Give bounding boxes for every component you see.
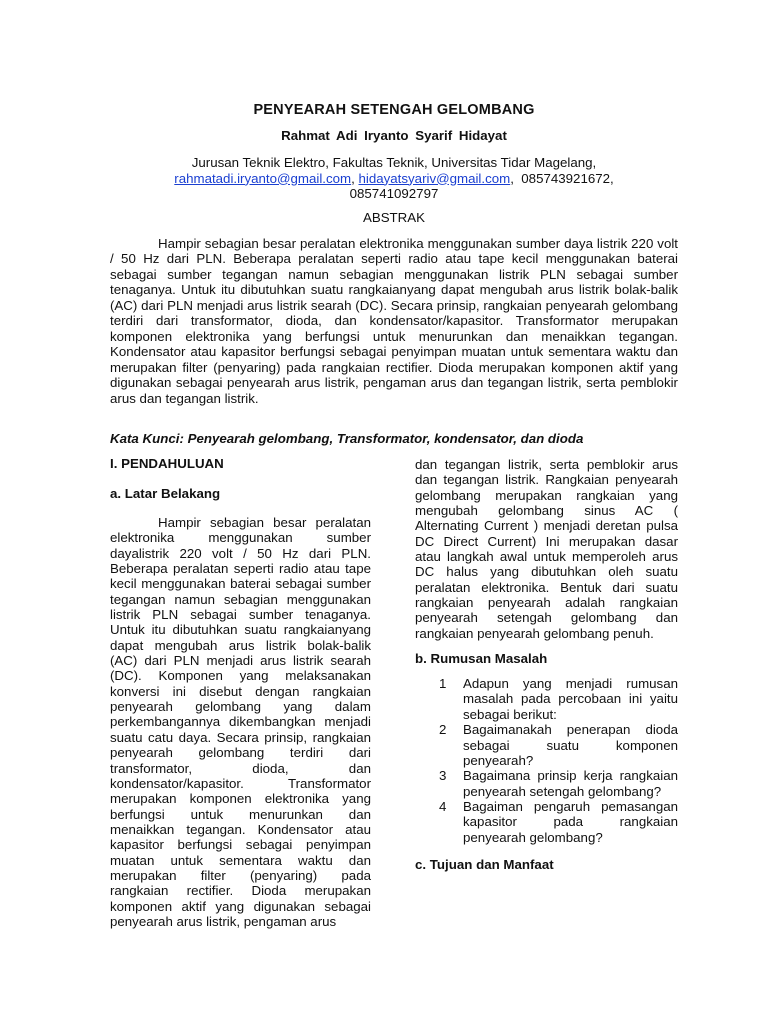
list-text: Bagaimana prinsip kerja rangkaian penyearah setengah gelombang? — [463, 768, 678, 799]
left-column — [110, 456, 371, 929]
affiliation-text: Jurusan Teknik Elektro, Fakultas Teknik, Universitas Tidar Magelang, — [191, 155, 597, 170]
list-text: Bagaiman pengaruh pemasangan kapasitor pada rangkaian penyearah gelombang? — [463, 798, 678, 845]
list-item — [415, 676, 678, 722]
list-item — [415, 799, 678, 845]
list-text: Adapun yang menjadi rumusan masalah pada percobaan ini yaitu sebagai berikut: — [463, 676, 678, 722]
list-item — [415, 768, 678, 799]
email-link-1[interactable]: rahmatadi.iryanto@gmail.com — [174, 170, 352, 186]
list-number: 1 — [439, 676, 447, 692]
phone-numbers: 085743921672, 085741092797 — [349, 170, 614, 201]
paper-authors: Rahmat Adi Iryanto Syarif Hidayat — [281, 128, 507, 143]
latar-belakang-paragraph: Hampir sebagian besar peralatan elektronika menggunakan sumber dayalistrik 220 volt / 50 Hz dari PLN. Beberapa peralatan seperti radio atau tape kecil menggunakan baterai sebagai sumber tegangan namun sebagian menggunakan listrik PLN sebagai sumber tenaganya. Untuk itu dibutuhkan suatu rangkaianyang dapat mengubah arus listrik bolak-balik (AC) dari PLN menjadi arus listrik searah (DC). Komponen yang melaksanakan konversi ini disebut dengan rangkaian penyearah gelombang yang dalam perkembangannya dikembangkan menjadi suatu catu daya. Secara prinsip, rangkaian penyearah gelombang terdiri dari transformator, dioda, dan kondensator/kapasitor. Transformator merupakan komponen elektronika yang berfungsi untuk menurunkan dan menaikkan tegangan. Kondensator atau kapasitor berfungsi sebagai penyimpan muatan untuk sementara waktu dan merupakan filter (penyaring) pada rangkaian rectifier. Dioda merupakan komponen aktif yang digunakan sebagai penyearah arus listrik, pengaman arus — [110, 515, 371, 929]
section-heading-pendahuluan: I. PENDAHULUAN — [110, 456, 224, 471]
paper-title: PENYEARAH SETENGAH GELOMBANG — [253, 102, 535, 118]
subsection-heading-tujuan-manfaat: c. Tujuan dan Manfaat — [415, 856, 554, 872]
list-number: 4 — [439, 798, 447, 814]
email-link-2[interactable]: hidayatsyariv@gmail.com — [358, 170, 511, 186]
abstract-body: Hampir sebagian besar peralatan elektronika menggunakan sumber daya listrik 220 volt / 50 Hz dari PLN. Beberapa peralatan seperti radio atau tape kecil menggunakan baterai sebagai sumber tegangan namun sebagian menggunakan listrik PLN sebagai sumber tenaganya. Untuk itu dibutuhkan suatu rangkaianyang dapat mengubah arus listrik bolak-balik (AC) dari PLN menjadi arus listrik searah (DC). Secara prinsip, rangkaian penyearah gelombang terdiri dari transformator, dioda, dan kondensator/kapasitor. Transformator merupakan komponen elektronika yang berfungsi untuk menurunkan dan menaikkan tegangan. Kondensator atau kapasitor berfungsi sebagai penyimpan muatan untuk sementara waktu dan merupakan filter (penyaring) pada rangkaian rectifier. Dioda merupakan komponen aktif yang digunakan sebagai penyearah arus listrik, pengaman arus dan tegangan listrik, serta pemblokir arus dan tegangan listrik. — [110, 236, 678, 406]
right-column — [415, 457, 678, 872]
list-number: 3 — [439, 768, 447, 784]
subsection-heading-rumusan-masalah: b. Rumusan Masalah — [415, 651, 548, 667]
list-text: Bagaimanakah penerapan dioda sebagai suatu komponen penyearah? — [463, 722, 678, 768]
latar-belakang-continued: dan tegangan listrik, serta pemblokir arus dan tegangan listrik. Rangkaian penyearah gelombang merupakan rangkaian yang mengubah gelombang sinus AC ( Alternating Current ) menjadi deretan pulsa DC Direct Current) Ini merupakan dasar atau langkah awal untuk memperoleh arus DC halus yang dibutuhkan oleh suatu peralatan elektronika. Bentuk dari suatu rangkaian penyearah adalah rangkaian penyearah setengah gelombang dan rangkaian penyearah gelombang penuh. — [415, 457, 678, 641]
list-number: 2 — [439, 722, 447, 738]
list-item — [415, 722, 678, 768]
keywords: Kata Kunci: Penyearah gelombang, Transformator, kondensator, dan dioda — [110, 431, 584, 446]
author-affiliation: Jurusan Teknik Elektro, Fakultas Teknik, Universitas Tidar Magelang, rahmatadi.iryanto@gmail.com, hidayatsyariv@gmail.com, 085743921672, 085741092797 — [174, 155, 614, 201]
subsection-heading-latar-belakang: a. Latar Belakang — [110, 486, 221, 501]
abstract-heading: ABSTRAK — [362, 210, 426, 225]
rumusan-list — [415, 676, 678, 845]
